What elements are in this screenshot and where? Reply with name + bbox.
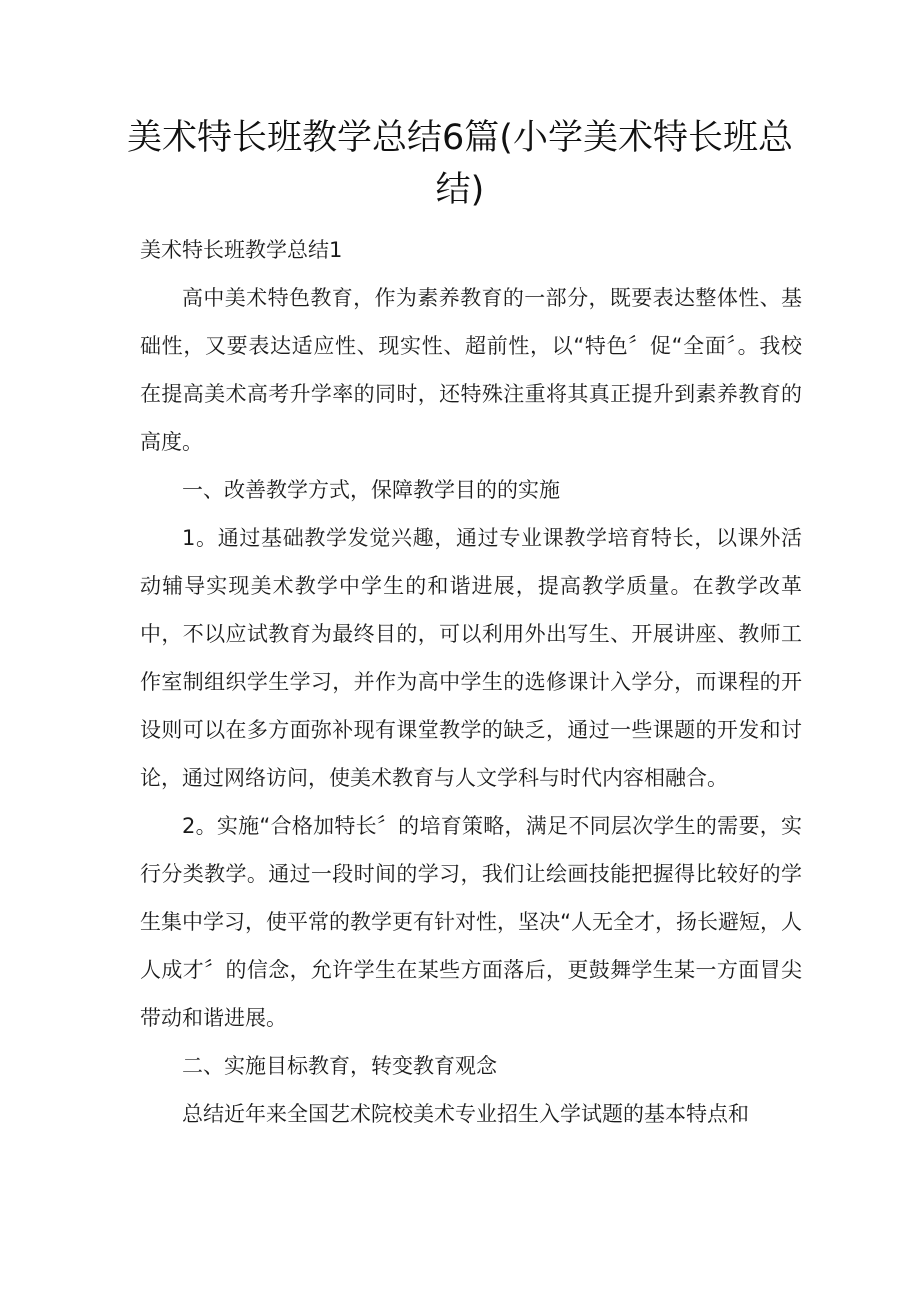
- paragraph-point-one: 1。通过基础教学发觉兴趣，通过专业课教学培育特长，以课外活动辅导实现美术教学中学生的和谐进展，提高教学质量。在教学改革中，不以应试教育为最终目的，可以利用外出写生、开展讲座、教师工作室制组织学生学习，并作为高中学生的选修课计入学分，而课程的开设则可以在多方面弥补现有课堂教学的缺乏，通过一些课题的开发和讨论，通过网络访问，使美术教育与人文学科与时代内容相融合。: [140, 526, 802, 790]
- paragraph-intro: 高中美术特色教育，作为素养教育的一部分，既要表达整体性、基础性，又要表达适应性、现实性、超前性，以“特色〞促“全面〞。我校在提高美术高考升学率的同时，还特殊注重将其真正提升到素养教育的高度。: [140, 286, 802, 454]
- section-subtitle: 美术特长班教学总结1: [140, 238, 343, 262]
- heading-section-two: 二、实施目标教育，转变教育观念: [182, 1054, 497, 1078]
- document-title: 美术特长班教学总结6篇(小学美术特长班总结): [127, 118, 793, 210]
- heading-section-one: 一、改善教学方式，保障教学目的的实施: [182, 478, 560, 502]
- paragraph-summary-start: 总结近年来全国艺术院校美术专业招生入学试题的基本特点和: [182, 1102, 749, 1126]
- paragraph-point-two: 2。实施“合格加特长〞的培育策略，满足不同层次学生的需要，实行分类教学。通过一段时间的学习，我们让绘画技能把握得比较好的学生集中学习，使平常的教学更有针对性，坚决“人无全才，扬长避短，人人成才〞的信念，允许学生在某些方面落后，更鼓舞学生某一方面冒尖带动和谐进展。: [140, 814, 802, 1030]
- document-body: [140, 226, 802, 1138]
